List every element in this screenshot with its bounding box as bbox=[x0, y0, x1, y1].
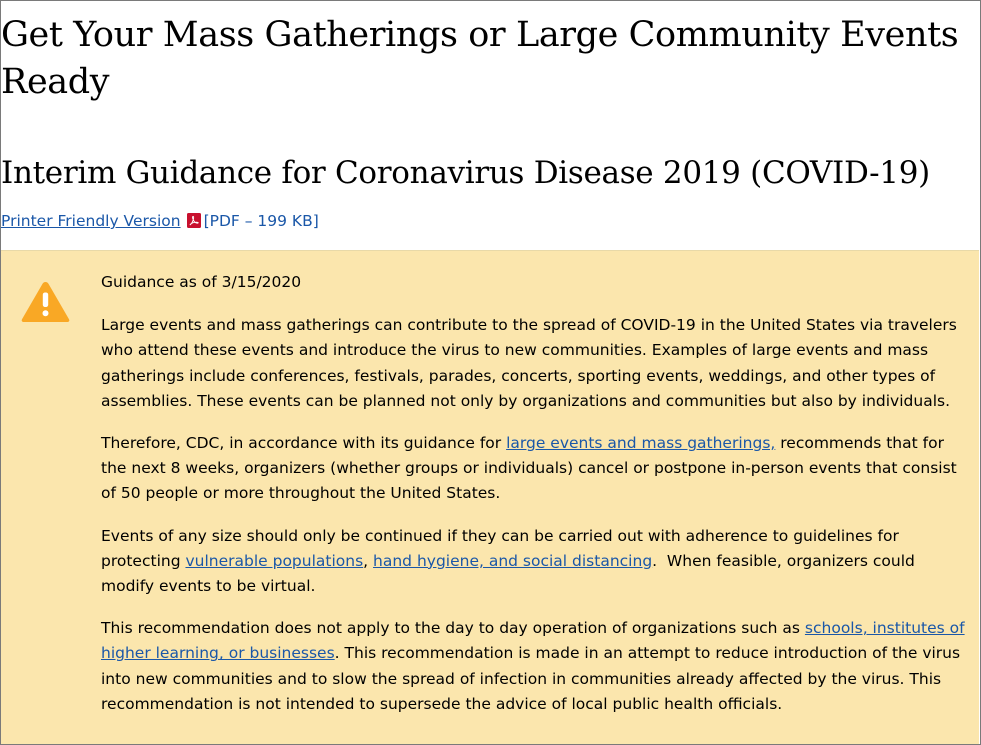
pdf-icon bbox=[187, 213, 201, 228]
paragraph-large-events: Large events and mass gatherings can contribute to the spread of COVID-19 in the United States via travelers who attend these events and introduce the virus to new communities. Examples of large events and mass gatherings include conferences, festivals, parades, concerts, sporting events, weddings, and other types of assemblies. These events can be planned not only by organizations and communities but also by individuals. bbox=[101, 316, 957, 410]
page-title: Get Your Mass Gatherings or Large Community Events Ready bbox=[1, 15, 959, 102]
p3-text-before: Events of any size should only be continued if they can be carried out with adherence to guidelines for protecting bbox=[101, 526, 899, 570]
alert-content bbox=[101, 270, 969, 734]
p4-text-after: . This recommendation is made in an attempt to reduce introduction of the virus into new communities and to slow the spread of infection in communities already affected by the virus. This recommendation is not intended to supersede the advice of local public health officials. bbox=[101, 644, 961, 713]
large-events-link[interactable]: large events and mass gatherings, bbox=[506, 434, 776, 453]
vulnerable-populations-link[interactable]: vulnerable populations bbox=[185, 551, 364, 570]
p2-text-after: recommends that for the next 8 weeks, organizers (whether groups or individuals) cancel or postpone in-person events that consist of 50 people or more throughout the United States. bbox=[101, 434, 957, 503]
p2-text-before: Therefore, CDC, in accordance with its guidance for bbox=[101, 434, 507, 453]
p3-text-after: . When feasible, organizers could modify events to be virtual. bbox=[101, 551, 920, 596]
paragraph-scope bbox=[101, 616, 969, 717]
p4-text-before: This recommendation does not apply to the day to day operation of organizations such as bbox=[101, 619, 805, 638]
p3-separator: , bbox=[363, 551, 374, 570]
printer-friendly-link[interactable]: Printer Friendly Version bbox=[1, 212, 181, 230]
pdf-size-label: [PDF – 199 KB] bbox=[203, 212, 319, 230]
warning-icon bbox=[20, 279, 71, 324]
guidance-date: Guidance as of 3/15/2020 bbox=[101, 273, 302, 291]
hand-hygiene-link[interactable]: hand hygiene, and social distancing bbox=[373, 551, 653, 570]
paragraph-event-size bbox=[101, 524, 969, 600]
guidance-alert-box bbox=[1, 250, 979, 744]
page-subtitle: Interim Guidance for Coronavirus Disease 2019 (COVID-19) bbox=[1, 155, 930, 191]
schools-businesses-link[interactable]: schools, institutes of higher learning, or businesses bbox=[101, 619, 965, 663]
paragraph-recommendation bbox=[101, 431, 969, 507]
printer-friendly-row bbox=[1, 209, 319, 233]
